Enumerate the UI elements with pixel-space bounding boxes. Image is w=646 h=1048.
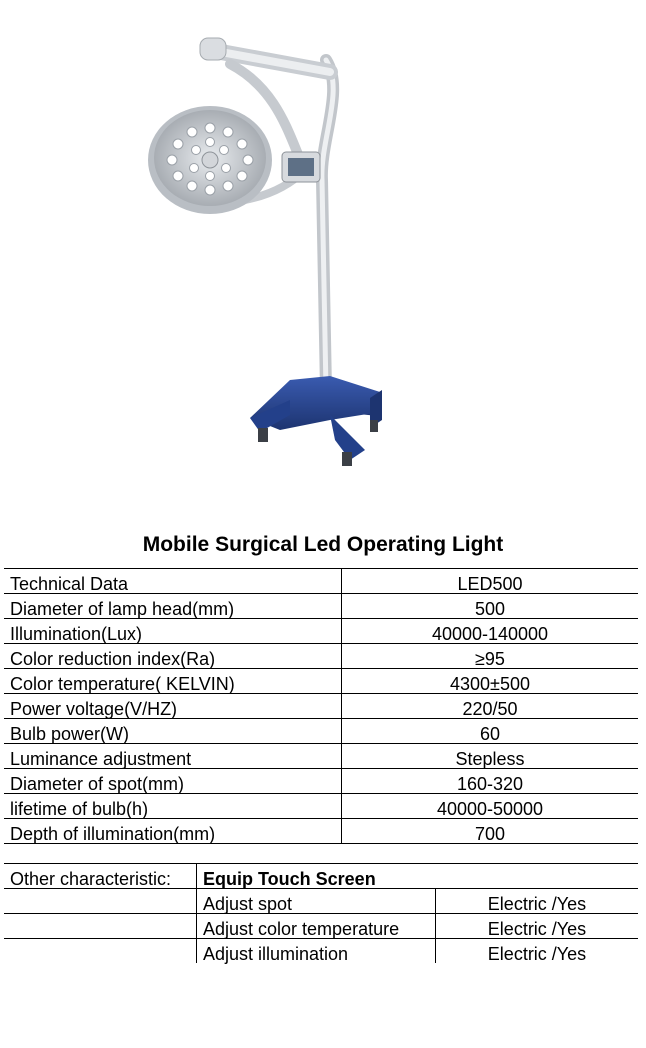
spec-value: LED500 <box>342 569 639 594</box>
feature-row-value: Electric /Yes <box>436 939 639 964</box>
spec-value: 4300±500 <box>342 669 639 694</box>
spec-label: lifetime of bulb(h) <box>4 794 342 819</box>
spec-value: 700 <box>342 819 639 844</box>
spec-value: Stepless <box>342 744 639 769</box>
feature-row-value: Electric /Yes <box>436 914 639 939</box>
spec-label: Technical Data <box>4 569 342 594</box>
table-row <box>4 864 638 889</box>
other-characteristic-table <box>4 863 638 963</box>
table-row <box>4 694 638 719</box>
other-label: Other characteristic: <box>4 864 197 889</box>
table-row <box>4 889 638 914</box>
table-row <box>4 619 638 644</box>
spec-label: Power voltage(V/HZ) <box>4 694 342 719</box>
spec-label: Depth of illumination(mm) <box>4 819 342 844</box>
spec-label: Illumination(Lux) <box>4 619 342 644</box>
feature-row-label: Adjust illumination <box>197 939 436 964</box>
spec-value: 40000-140000 <box>342 619 639 644</box>
spec-label: Luminance adjustment <box>4 744 342 769</box>
table-row <box>4 669 638 694</box>
spec-label: Diameter of spot(mm) <box>4 769 342 794</box>
table-row <box>4 794 638 819</box>
feature-row-label: Adjust spot <box>197 889 436 914</box>
spec-label: Diameter of lamp head(mm) <box>4 594 342 619</box>
feature-row-value: Electric /Yes <box>436 889 639 914</box>
spec-value: 220/50 <box>342 694 639 719</box>
spec-value: 160-320 <box>342 769 639 794</box>
spec-label: Color temperature( KELVIN) <box>4 669 342 694</box>
table-row <box>4 569 638 594</box>
spec-value: ≥95 <box>342 644 639 669</box>
spec-value: 40000-50000 <box>342 794 639 819</box>
table-row <box>4 644 638 669</box>
feature-row-label: Adjust color temperature <box>197 914 436 939</box>
table-row <box>4 744 638 769</box>
spec-value: 60 <box>342 719 639 744</box>
spec-value: 500 <box>342 594 639 619</box>
surgical-light-image <box>130 20 610 490</box>
table-row <box>4 819 638 844</box>
feature-label: Equip Touch Screen <box>203 869 376 889</box>
spec-table <box>4 568 638 844</box>
table-row <box>4 939 638 964</box>
spec-label: Bulb power(W) <box>4 719 342 744</box>
table-row <box>4 594 638 619</box>
table-row <box>4 914 638 939</box>
spec-label: Color reduction index(Ra) <box>4 644 342 669</box>
page-title: Mobile Surgical Led Operating Light <box>142 533 504 556</box>
table-row <box>4 769 638 794</box>
table-row <box>4 719 638 744</box>
